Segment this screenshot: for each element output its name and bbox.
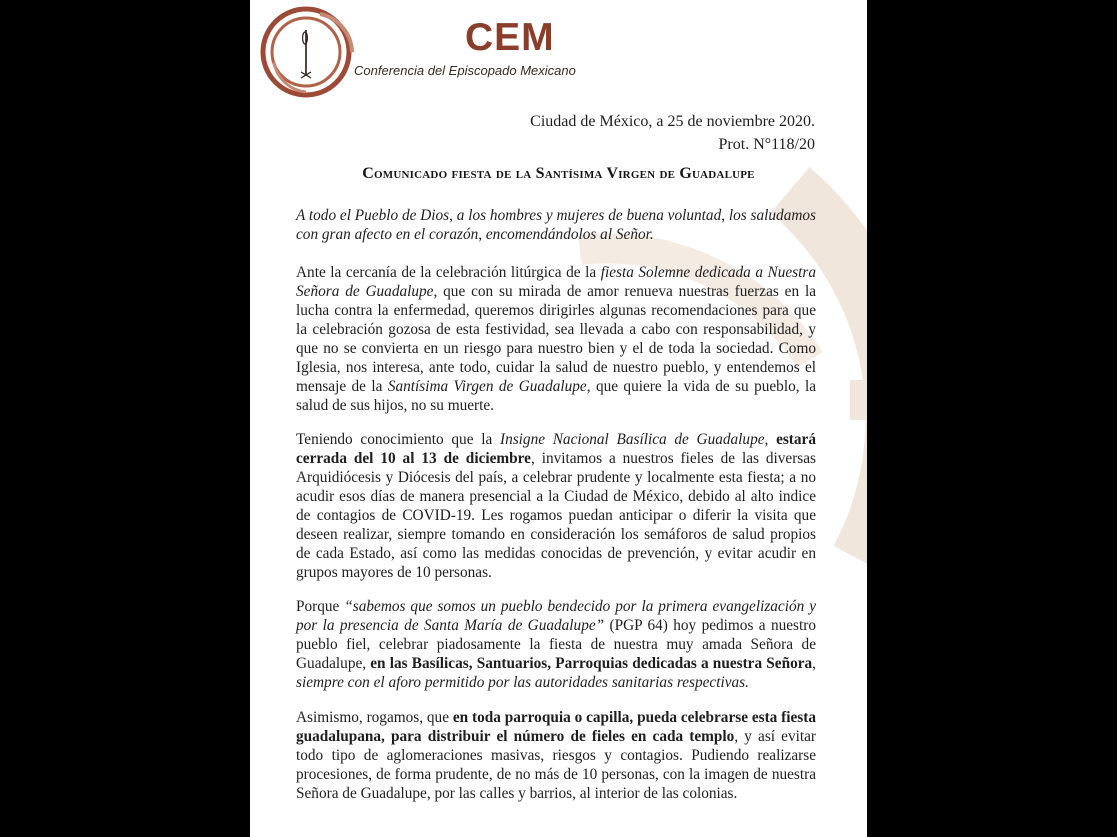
- p4-text-c: , y así evitar todo tipo de aglomeraciones masivas, riesgos y contagios. Pudiendo realizarse procesiones, de forma prudente, de no más de 10 personas, con la imagen de nuestra Señora de Guadalupe, por las calles y barrios, al interior de las colonias.: [296, 728, 816, 802]
- p1-text-d: Santísima Virgen de Guadalupe: [387, 378, 587, 395]
- document-page: [250, 0, 867, 837]
- p2-text-d: estará cerrada del 10 al 13 de diciembre: [296, 431, 816, 467]
- greeting-paragraph: A todo el Pueblo de Dios, a los hombres y mujeres de buena voluntad, los saludamos con gran afecto en el corazón, encomendándolos al Señor.: [296, 207, 816, 243]
- p2-text-e: , invitamos a nuestros fieles de las diversas Arquidiócesis y Diócesis del país, a celebrar prudente y localmente esta fiesta; a no acudir esos días de manera presencial a la Ciudad de México, debido al alto indice de contagios de COVID-19. Les rogamos puedan anticipar o diferir la visita que deseen realizar, siempre tomando en consideración los semáforos de salud propios de cada Estado, así como las medidas conocidas de prevención, y evitar acudir en grupos mayores de 10 personas.: [296, 450, 816, 581]
- p4-text-a: Asimismo, rogamos, que: [296, 709, 453, 726]
- document-title: Comunicado fiesta de la Santísima Virgen de Guadalupe: [362, 165, 755, 182]
- p4-text-b: en toda parroquia o capilla, pueda celebrarse esta fiesta guadalupana, para distribuir el número de fieles en cada templo: [296, 709, 816, 745]
- p1-text-a: Ante la cercanía de la celebración litúrgica de la: [296, 264, 601, 281]
- org-name: Conferencia del Episcopado Mexicano: [354, 63, 576, 78]
- p1-text-b: fiesta Solemne dedicada a Nuestra Señora de Guadalupe: [296, 264, 816, 300]
- p1-text-c: , que con su mirada de amor renueva nuestras fuerzas en la lucha contra la enfermedad, queremos dirigirles algunas recomendaciones para que la celebración gozosa de esta festividad, sea llevada a cabo con responsabilidad, y que no se convierta en un riesgo para nuestro bien y el de toda la sociedad. Como Iglesia, nos interesa, ante todo, cuidar la salud de nuestro pueblo, y entendemos el mensaje de la: [296, 283, 816, 395]
- paragraph-3: [296, 597, 816, 692]
- org-acronym: CEM: [465, 16, 555, 59]
- p2-text-b: Insigne Nacional Basílica de Guadalupe: [499, 431, 765, 448]
- p1-text-e: , que quiere la vida de su pueblo, la salud de sus hijos, no su muerte.: [296, 378, 816, 414]
- paragraph-1: [296, 263, 816, 415]
- protocol-number: Prot. N°118/20: [718, 136, 815, 153]
- p3-text-a: Porque: [296, 598, 345, 615]
- paragraph-4: [296, 708, 816, 803]
- p2-text-a: Teniendo conocimiento que la: [296, 431, 500, 448]
- p3-text-e: ,: [812, 655, 816, 672]
- p3-text-f: siempre con el aforo permitido por las autoridades sanitarias respectivas.: [296, 674, 749, 691]
- document-date: Ciudad de México, a 25 de noviembre 2020.: [530, 113, 815, 130]
- p3-text-c: (PGP 64) hoy pedimos a nuestro pueblo fiel, celebrar piadosamente la fiesta de nuestra muy amada Señora de Guadalupe,: [296, 617, 816, 672]
- p3-text-b: “sabemos que somos un pueblo bendecido por la primera evangelización y por la presencia de Santa María de Guadalupe”: [296, 598, 816, 634]
- p2-text-c: ,: [764, 431, 777, 448]
- paragraph-2: [296, 430, 816, 582]
- cem-logo-icon: [260, 2, 360, 102]
- p3-text-d: en las Basílicas, Santuarios, Parroquias dedicadas a nuestra Señora: [370, 655, 813, 672]
